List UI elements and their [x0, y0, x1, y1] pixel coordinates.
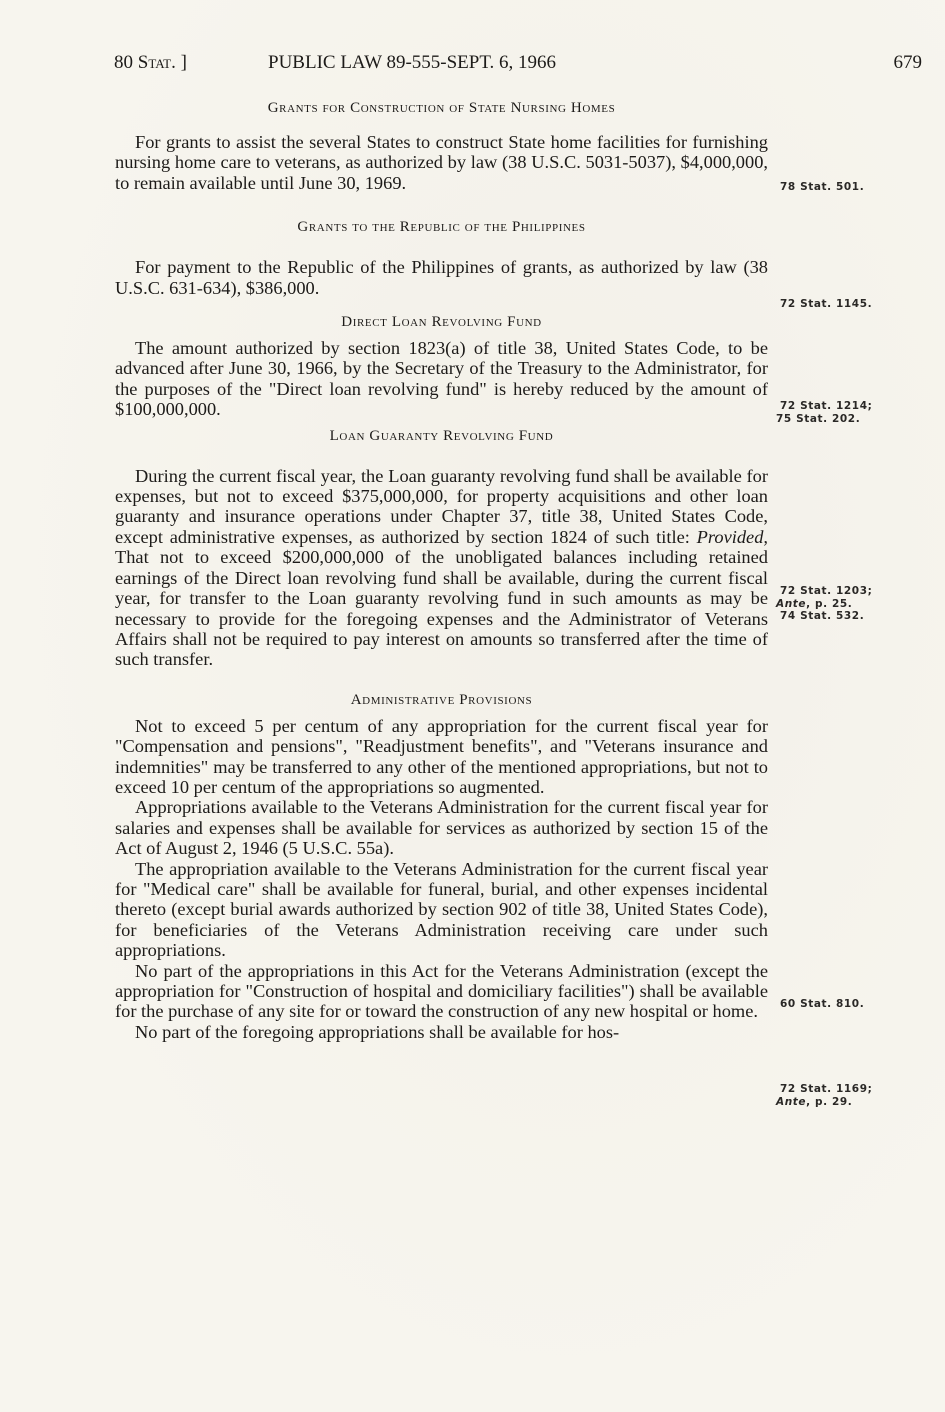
margin-note-72-stat-1203: 72 Stat. 1203; Ante, p. 25. 74 Stat. 532.	[776, 585, 873, 622]
body-text-column	[115, 98, 768, 1042]
paragraph-direct-loan: The amount authorized by section 1823(a) of title 38, United States Code, to be advanced after June 30, 1966, by the Secretary of the Treasury to the Administrator, for the purposes of the "Direct loan revolving fund" is hereby reduced by the amount of $100,000,000.	[115, 338, 768, 420]
heading-nursing-homes: Grants for Construction of State Nursing Homes	[267, 100, 616, 116]
provided-italic-word: Provided,	[696, 526, 768, 547]
margin-note-72-stat-1214: 72 Stat. 1214; 75 Stat. 202.	[776, 400, 873, 425]
page-number: 679	[893, 52, 922, 73]
heading-direct-loan: Direct Loan Revolving Fund	[341, 314, 542, 331]
margin-note-72-stat-1169: 72 Stat. 1169; Ante, p. 29.	[776, 1083, 873, 1108]
paragraph-admin-services: Appropriations available to the Veterans Administration for the current fiscal year for salaries and expenses shall be available for services as authorized by section 15 of the Act of August 2, 1946 (5 U.S.C. 55a).	[115, 797, 768, 859]
loan-guaranty-text-part-1: During the current fiscal year, the Loan guaranty revolving fund shall be available for expenses, but not to exceed $375,000,000, for property acquisitions and other loan guaranty and insurance operations under Chapter 37, title 38, United States Code, except administrative expenses, as authorized by section 1824 of such title:	[115, 465, 768, 547]
margin-note-78-stat-501: 78 Stat. 501.	[780, 181, 865, 193]
statute-volume-reference: 80 Stat. ]	[114, 52, 187, 73]
public-law-title: PUBLIC LAW 89-555-SEPT. 6, 1966	[268, 52, 557, 73]
paragraph-philippines: For payment to the Republic of the Philippines of grants, as authorized by law (38 U.S.C. 631-634), $386,000.	[115, 257, 768, 298]
paragraph-admin-transfer: Not to exceed 5 per centum of any appropriation for the current fiscal year for "Compensation and pensions", "Readjustment benefits", and "Veterans insurance and indemnities" may be transferred to any other of the mentioned appropriations, but not to exceed 10 per centum of the appropriations so augmented.	[115, 715, 768, 797]
paragraph-loan-guaranty	[115, 466, 768, 670]
loan-guaranty-text-part-2: That not to exceed $200,000,000 of the unobligated balances including retained earnings of the Direct loan revolving fund shall be available, during the current fiscal year, for transfer to the Loan guaranty revolving fund in such amounts as may be necessary to provide for the foregoing expenses and the Administrator of Veterans Affairs shall not be required to pay interest on amounts so transferred after the time of such transfer.	[115, 547, 768, 670]
paragraph-admin-medical-care: The appropriation available to the Veterans Administration for the current fiscal year for "Medical care" shall be available for funeral, burial, and other expenses incidental thereto (except burial awards authorized by section 902 of title 38, United States Code), for beneficiaries of the Veterans Administration receiving care under such appropriations.	[115, 858, 768, 961]
paragraph-nursing-homes: For grants to assist the several States to construct State home facilities for furnishing nursing home care to veterans, as authorized by law (38 U.S.C. 5031-5037), $4,000,000, to remain available until June 30, 1969.	[115, 132, 768, 193]
paragraph-admin-foregoing: No part of the foregoing appropriations shall be available for hos-	[135, 1021, 620, 1042]
margin-note-72-stat-1145: 72 Stat. 1145.	[780, 298, 873, 310]
heading-administrative-provisions: Administrative Provisions	[350, 691, 533, 708]
paragraph-admin-site-purchase: No part of the appropriations in this Act for the Veterans Administration (except the appropriation for "Construction of hospital and domiciliary facilities") shall be available for the purchase of any site for or toward the construction of any new hospital or home.	[115, 960, 768, 1022]
heading-philippines: Grants to the Republic of the Philippines	[297, 219, 586, 236]
margin-note-60-stat-810: 60 Stat. 810.	[780, 998, 865, 1010]
page-header	[114, 52, 922, 82]
heading-loan-guaranty: Loan Guaranty Revolving Fund	[329, 427, 554, 444]
